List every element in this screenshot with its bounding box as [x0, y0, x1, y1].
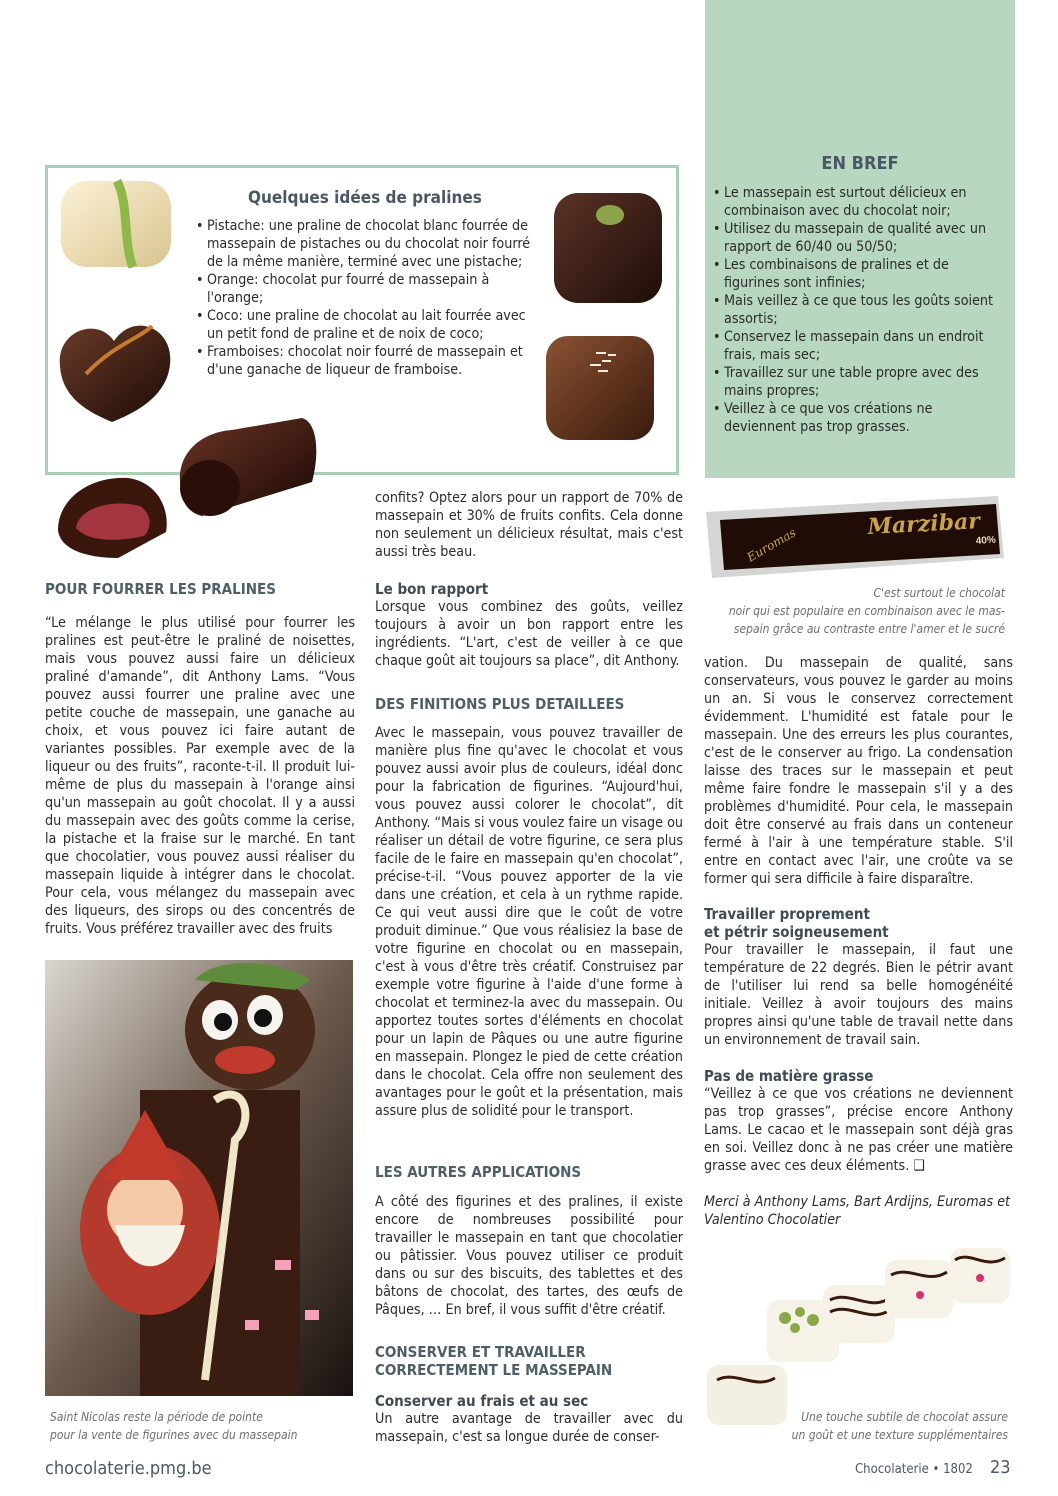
raspberry-log-praline-image — [172, 412, 322, 520]
article-paragraph: Pour travailler le massepain, il faut une température de 22 degrés. Bien le pétrir avant de l'utiliser lui rend sa belle homogénéité initiale. Veillez à avoir toujours des mains propres ainsi qu'une table de travail nette dans un environnement de travail sain. — [704, 942, 1013, 1048]
article-paragraph: “Le mélange le plus utilisé pour fourrer les pralines est peut-être le praliné de noisettes, mais vous pouvez aussi faire un délicieux praliné d'amande”, dit Anthony Lams. “Vous pouvez aussi fourrer une praline avec une petite couche de massepain, une ganache au choix, et vous pouvez ici faire autant de variantes possibles. Par exemple avec de la liqueur ou des fruits”, raconte-t-il. Il produit lui-même de plus du massepain à l'orange ainsi qu'un massepain au goût chocolat. Il y a aussi du massepain avec des goûts comme la cerise, la pistache et la fraise sur le marché. En tant que chocolatier, vous pouvez aussi réaliser du massepain liquide à intégrer dans le chocolat. Pour cela, vous mélangez du massepain avec des liqueurs, des sirops ou des concentrés de fruits. Vous préférez travailler avec des fruits — [45, 615, 355, 937]
bar-maker-label: Euromas — [744, 525, 799, 565]
sub-heading: Le bon rapport — [375, 580, 489, 598]
heading-line: CORRECTEMENT LE MASSEPAIN — [375, 1361, 613, 1379]
section-heading: LES AUTRES APPLICATIONS — [375, 1163, 582, 1181]
praline-idea-item: • Pistache: une praline de chocolat blanc fourrée de massepain de pistaches ou du chocolat noir fourré de la même manière, terminé avec une pistache; — [196, 217, 541, 271]
photo-caption — [705, 1408, 1008, 1444]
section-heading — [375, 1343, 683, 1379]
acknowledgement: Merci à Anthony Lams, Bart Ardijns, Euromas et Valentino Chocolatier — [704, 1194, 1011, 1228]
sub-heading: Conserver au frais et au sec — [375, 1392, 589, 1410]
praline-idea-item: • Framboises: chocolat noir fourré de massepain et d'une ganache de liqueur de framboise. — [196, 343, 541, 379]
article-paragraph: Lorsque vous combinez des goûts, veillez toujours à avoir un bon rapport entre les ingrédients. “L'art, c'est de veiller à ce que chaque goût ait toujours sa place”, dit Anthony. — [375, 599, 683, 669]
paragraph-text: “Veillez à ce que vos créations ne deviennent pas trop grasses”, précise encore Anthony Lams. Le cacao et le massepain sont déjà gras en soi. Veillez donc à ne pas créer une matière grasse avec ces deux éléments. — [704, 1086, 1013, 1174]
heading-line: Travailler proprement — [704, 905, 870, 923]
pralines-list — [196, 217, 541, 379]
sub-heading — [704, 905, 889, 941]
praline-idea-item: • Orange: chocolat pur fourré de massepain à l'orange; — [196, 271, 541, 307]
en-bref-item: • Travaillez sur une table propre avec des mains propres; — [713, 364, 1008, 400]
en-bref-item: • Veillez à ce que vos créations ne deviennent pas trop grasses. — [713, 400, 1008, 436]
marzipan-bonbons-photo — [705, 1240, 1013, 1435]
saint-nicolas-figurine-photo — [45, 960, 353, 1396]
orange-heart-praline-image — [52, 306, 177, 426]
article-paragraph: A côté des figurines et des pralines, il existe encore de nombreuses possibilité pour travailler le massepain en tant que chocolatier ou pâtissier. Vous pouvez utiliser ce produit dans ou sur des biscuits, des tablettes et des bâtons de chocolat, des tartes, des œufs de Pâques, … En bref, il vous suffit d'être créatif. — [375, 1194, 683, 1318]
raspberry-cut-praline-image — [48, 470, 173, 562]
pistachio-white-praline-image — [55, 173, 177, 275]
section-heading: DES FINITIONS PLUS DETAILLEES — [375, 695, 625, 713]
heading-line: CONSERVER ET TRAVAILLER — [375, 1343, 586, 1361]
heading-line: et pétrir soigneusement — [704, 923, 889, 941]
en-bref-item: • Conservez le massepain dans un endroit frais, mais sec; — [713, 328, 1008, 364]
caption-line: C'est surtout le chocolat — [873, 586, 1005, 600]
en-bref-item: • Le massepain est surtout délicieux en combinaison avec du chocolat noir; — [713, 184, 1008, 220]
footer-magazine-issue: Chocolaterie • 1802 — [855, 1462, 973, 1477]
en-bref-item: • Mais veillez à ce que tous les goûts soient assortis; — [713, 292, 1008, 328]
en-bref-title: EN BREF — [821, 153, 899, 174]
caption-line: pour la vente de figurines avec du massepain — [50, 1428, 298, 1442]
caption-line: un goût et une texture supplémentaires — [791, 1428, 1008, 1442]
en-bref-item: • Utilisez du massepain de qualité avec un rapport de 60/40 ou 50/50; — [713, 220, 1008, 256]
footer-website-url: chocolaterie.pmg.be — [45, 1458, 212, 1479]
caption-line: Une touche subtile de chocolat assure — [801, 1410, 1008, 1424]
photo-caption — [50, 1408, 355, 1444]
article-paragraph — [704, 1085, 1013, 1175]
sub-heading: Pas de matière grasse — [704, 1067, 874, 1085]
article-paragraph: confits? Optez alors pour un rapport de 70% de massepain et 30% de fruits confits. Cela donne non seulement un délicieux résultat, mais c'est aussi très beau. — [375, 490, 683, 560]
article-paragraph: vation. Du massepain de qualité, sans conservateurs, vous pouvez le garder au moins un an. Si vous le conservez correctement évidemment. L'humidité est fatale pour le massepain. Une des erreurs les plus courantes, c'est de le conserver au frigo. La condensation laisse des traces sur le massepain et peut même faire fondre le massepain s'il y a des problèmes d'humidité. Pour cela, le massepain doit être conservé au frais dans un conteneur fermé à l'air à une température stable. S'il entre en contact avec l'air, une croûte va se former qui sera difficile à faire disparaître. — [704, 655, 1013, 887]
bar-brand-label: Marzibar — [866, 508, 981, 540]
coconut-milk-praline-image — [540, 330, 660, 445]
article-paragraph: Un autre avantage de travailler avec du massepain, c'est sa longue durée de conser- — [375, 1411, 683, 1445]
end-mark-icon: ❑ — [913, 1158, 925, 1174]
pistachio-dark-praline-image — [548, 185, 668, 310]
section-heading: POUR FOURRER LES PRALINES — [45, 580, 276, 598]
caption-line: sepain grâce au contraste entre l'amer et le sucré — [733, 622, 1005, 636]
caption-line: noir qui est populaire en combinaison avec le mas- — [728, 604, 1005, 618]
article-paragraph: Avec le massepain, vous pouvez travailler de manière plus fine qu'avec le chocolat et vous pouvez aussi avoir plus de couleurs, idéal donc pour la fabrication de figurines. “Aujourd'hui, vous pouvez aussi colorer le chocolat”, dit Anthony. “Mais si vous voulez faire un visage ou réaliser un détail de votre figurine, ce sera plus facile de le faire en massepain qu'en chocolat”, précise-t-il. “Vous pouvez apporter de la vie dans une création, et cela à un rythme rapide. Ce qui veut aussi dire que le coût de votre produit diminue.” Que vous réalisiez la base de votre figurine en chocolat ou en massepain, c'est à vous d'être très créatif. Construisez par exemple votre figurine à l'aide d'une forme à chocolat et terminez-la avec du massepain. Ou apportez toutes sortes d'éléments en chocolat pour un lapin de Pâques ou une autre figurine en massepain. Plongez le pied de cette création dans le chocolat. Cela offre non seulement des avantages pour le goût et la présentation, mais assure plus de solidité pour le transport. — [375, 725, 683, 1119]
pralines-title: Quelques idées de pralines — [248, 188, 482, 208]
caption-line: Saint Nicolas reste la période de pointe — [50, 1410, 263, 1424]
praline-idea-item: • Coco: une praline de chocolat au lait fourrée avec un petit fond de praline et de noix de coco; — [196, 307, 541, 343]
photo-caption — [705, 584, 1005, 638]
footer-page-number: 23 — [990, 1457, 1011, 1478]
en-bref-item: • Les combinaisons de pralines et de figurines sont infinies; — [713, 256, 1008, 292]
bar-percent-label: 40% — [975, 534, 997, 547]
en-bref-list — [713, 184, 1008, 436]
marzibar-photo — [698, 490, 1008, 585]
